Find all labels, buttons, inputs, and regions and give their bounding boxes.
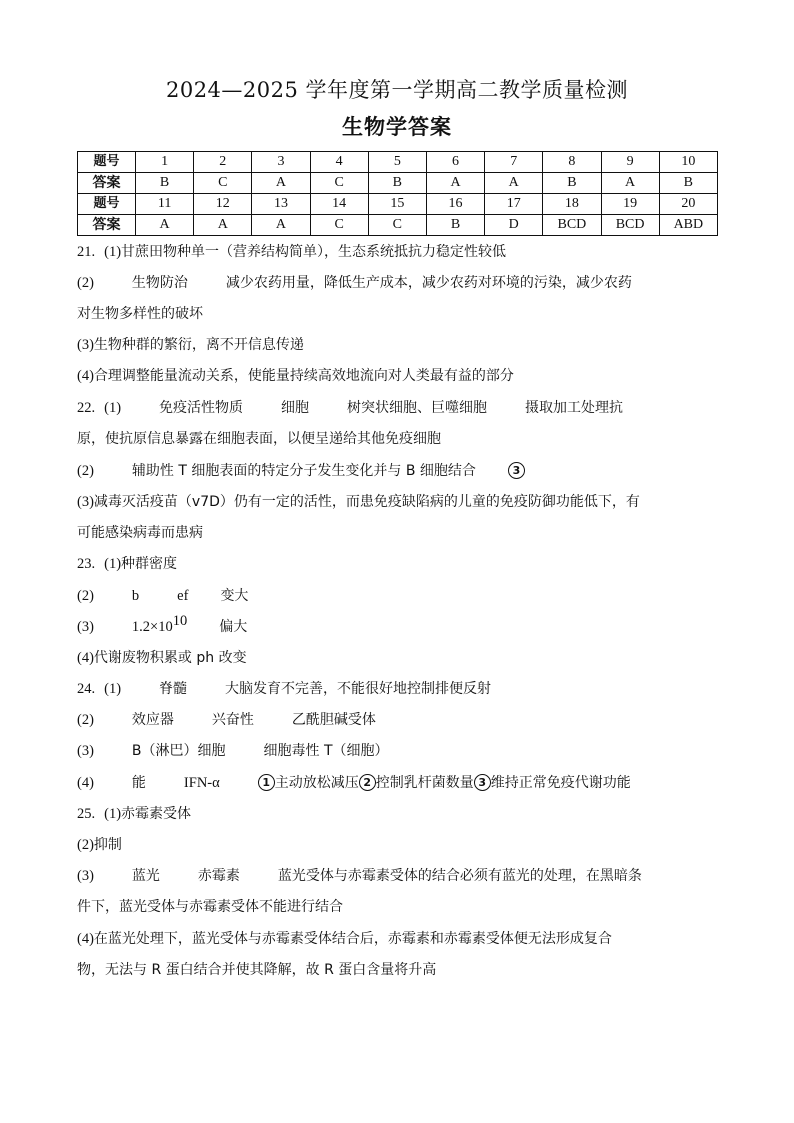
answer-text: 代谢废物积累或 ph 改变 bbox=[93, 650, 247, 666]
question-number: 24. bbox=[77, 681, 96, 697]
answer-text: 主动放松减压 bbox=[274, 775, 359, 791]
answer-key-subtitle: 生物学答案 bbox=[342, 114, 452, 139]
answer-text: 效应器 bbox=[131, 712, 174, 728]
answer-cell: C bbox=[310, 173, 368, 194]
answer-text: 脊髓 bbox=[159, 681, 188, 697]
answer-text: 原，使抗原信息暴露在细胞表面，以便呈递给其他免疫细胞 bbox=[77, 431, 441, 447]
circled-number: 3 bbox=[508, 462, 525, 479]
answer-cell: A bbox=[252, 173, 310, 194]
question-number-cell: 13 bbox=[252, 194, 310, 215]
question-number-cell: 1 bbox=[136, 152, 194, 173]
answer-cell: C bbox=[310, 215, 368, 236]
q21-part2-cont bbox=[77, 304, 727, 324]
answer-cell: ABD bbox=[659, 215, 717, 236]
answer-cell: A bbox=[136, 215, 194, 236]
row-label-answer: 答案 bbox=[78, 215, 136, 236]
answer-text: 生物种群的繁衍，离不开信息传递 bbox=[93, 337, 304, 353]
circled-number: 3 bbox=[474, 774, 491, 791]
question-number-cell: 8 bbox=[543, 152, 601, 173]
q22-part2 bbox=[77, 461, 727, 481]
part-label: (2) bbox=[77, 588, 94, 604]
answer-text: 蓝光受体与赤霉素受体的结合必须有蓝光的处理，在黑暗条 bbox=[277, 868, 642, 884]
q25-part2 bbox=[77, 835, 727, 855]
answer-text: 物，无法与 R 蛋白结合并使其降解，故 R 蛋白含量将升高 bbox=[77, 962, 437, 978]
part-label: (3) bbox=[77, 743, 94, 759]
answer-text: 减少农药用量，降低生产成本，减少农药对环境的污染，减少农药 bbox=[225, 275, 632, 291]
answer-text: 可能感染病毒而患病 bbox=[77, 525, 203, 541]
circled-number: 2 bbox=[359, 774, 376, 791]
answer-text: 减毒灭活疫苗（v7D）仍有一定的活性，而患免疫缺陷病的儿童的免疫防御功能低下，有 bbox=[93, 494, 640, 510]
answer-text: 赤霉素 bbox=[197, 868, 240, 884]
answer-text: 控制乳杆菌数量 bbox=[375, 775, 474, 791]
part-label: (2) bbox=[77, 275, 94, 291]
q25-part1 bbox=[77, 804, 727, 824]
question-number-cell: 17 bbox=[485, 194, 543, 215]
part-label: (1) bbox=[104, 806, 122, 822]
part-label: (3) bbox=[77, 337, 94, 353]
part-label: (1) bbox=[104, 400, 122, 416]
answer-text: 甘蔗田物种单一（营养结构简单），生态系统抵抗力稳定性较低 bbox=[121, 244, 507, 260]
question-number: 25. bbox=[77, 806, 96, 822]
answer-cell: A bbox=[485, 173, 543, 194]
answer-cell: BCD bbox=[543, 215, 601, 236]
part-label: (4) bbox=[77, 931, 94, 947]
answer-text: 赤霉素受体 bbox=[121, 806, 192, 822]
q25-part3-cont bbox=[77, 897, 727, 917]
q24-part2 bbox=[77, 710, 727, 730]
answer-text: 兴奋性 bbox=[211, 712, 254, 728]
answer-text: 种群密度 bbox=[121, 556, 178, 572]
q25-part3 bbox=[77, 866, 727, 886]
question-number-cell: 14 bbox=[310, 194, 368, 215]
part-label: (4) bbox=[77, 775, 94, 791]
answer-cell: B bbox=[543, 173, 601, 194]
row-label-question: 题号 bbox=[78, 152, 136, 173]
question-number-cell: 16 bbox=[426, 194, 484, 215]
answer-cell: B bbox=[659, 173, 717, 194]
q21-part4 bbox=[77, 366, 727, 386]
answer-text: 对生物多样性的破坏 bbox=[77, 306, 203, 322]
answer-text: B（淋巴）细胞 bbox=[131, 743, 226, 759]
part-label: (1) bbox=[104, 556, 122, 572]
answer-text: 变大 bbox=[220, 588, 249, 604]
answer-text: 细胞 bbox=[281, 400, 310, 416]
question-number-cell: 7 bbox=[485, 152, 543, 173]
answer-text: 树突状细胞、巨噬细胞 bbox=[347, 400, 488, 416]
q22-part3 bbox=[77, 492, 727, 512]
question-number: 22. bbox=[77, 400, 96, 416]
answer-text: 件下，蓝光受体与赤霉素受体不能进行结合 bbox=[77, 899, 343, 915]
q25-part4 bbox=[77, 929, 727, 949]
answer-cell: C bbox=[368, 215, 426, 236]
answer-text: 合理调整能量流动关系，使能量持续高效地流向对人类最有益的部分 bbox=[93, 368, 514, 384]
answer-text: 辅助性 T 细胞表面的特定分子发生变化并与 B 细胞结合 bbox=[131, 463, 476, 479]
question-number-cell: 19 bbox=[601, 194, 659, 215]
part-label: (3) bbox=[77, 868, 94, 884]
q22-part3-cont bbox=[77, 523, 727, 543]
answer-text: 抑制 bbox=[93, 837, 122, 853]
exponent: 10 bbox=[172, 613, 188, 629]
answer-table bbox=[77, 151, 718, 236]
question-number-cell: 6 bbox=[426, 152, 484, 173]
answer-text: 能 bbox=[131, 775, 146, 791]
question-number-cell: 9 bbox=[601, 152, 659, 173]
answer-text: 生物防治 bbox=[131, 275, 188, 291]
q24-part4 bbox=[77, 773, 727, 793]
answer-text: 摄取加工处理抗 bbox=[525, 400, 624, 416]
answer-cell: A bbox=[194, 215, 252, 236]
answer-cell: A bbox=[426, 173, 484, 194]
q23-part4 bbox=[77, 648, 727, 668]
q22-part1 bbox=[77, 398, 727, 418]
part-label: (3) bbox=[77, 619, 94, 635]
question-number-row bbox=[78, 152, 718, 173]
part-label: (1) bbox=[104, 681, 122, 697]
question-number: 21. bbox=[77, 244, 96, 260]
part-label: (1) bbox=[104, 244, 122, 260]
q24-part1 bbox=[77, 679, 727, 699]
question-number-cell: 18 bbox=[543, 194, 601, 215]
question-number-cell: 4 bbox=[310, 152, 368, 173]
answer-cell: B bbox=[426, 215, 484, 236]
answer-text: IFN-α bbox=[183, 775, 220, 791]
question-number-cell: 20 bbox=[659, 194, 717, 215]
answer-cell: C bbox=[194, 173, 252, 194]
part-label: (3) bbox=[77, 494, 94, 510]
circled-number: 1 bbox=[258, 774, 275, 791]
row-label-answer: 答案 bbox=[78, 173, 136, 194]
q22-part1-cont bbox=[77, 429, 727, 449]
part-label: (4) bbox=[77, 368, 94, 384]
question-number-row bbox=[78, 194, 718, 215]
answer-text: 蓝光 bbox=[131, 868, 160, 884]
q23-part1 bbox=[77, 554, 727, 574]
answer-text: b bbox=[131, 588, 140, 604]
part-label: (2) bbox=[77, 712, 94, 728]
answer-text: 细胞毒性 T（细胞） bbox=[263, 743, 389, 759]
question-number-cell: 10 bbox=[659, 152, 717, 173]
answer-cell: B bbox=[368, 173, 426, 194]
answer-cell: BCD bbox=[601, 215, 659, 236]
answer-text: 在蓝光处理下，蓝光受体与赤霉素受体结合后，赤霉素和赤霉素受体便无法形成复合 bbox=[93, 931, 612, 947]
q21-part1 bbox=[77, 242, 727, 262]
answer-text: 偏大 bbox=[219, 619, 248, 635]
part-label: (2) bbox=[77, 837, 94, 853]
answer-text: 免疫活性物质 bbox=[159, 400, 244, 416]
question-number-cell: 5 bbox=[368, 152, 426, 173]
answer-text: 大脑发育不完善，不能很好地控制排便反射 bbox=[225, 681, 492, 697]
answer-text: 1.2×10 bbox=[131, 619, 173, 635]
q24-part3 bbox=[77, 741, 727, 761]
question-number-cell: 2 bbox=[194, 152, 252, 173]
q21-part3 bbox=[77, 335, 727, 355]
answer-cell: A bbox=[252, 215, 310, 236]
question-number-cell: 12 bbox=[194, 194, 252, 215]
question-number-cell: 3 bbox=[252, 152, 310, 173]
answer-text: 维持正常免疫代谢功能 bbox=[490, 775, 631, 791]
exam-title: 2024—2025 学年度第一学期高二教学质量检测 bbox=[165, 78, 629, 102]
question-number-cell: 11 bbox=[136, 194, 194, 215]
q25-part4-cont bbox=[77, 960, 727, 980]
row-label-question: 题号 bbox=[78, 194, 136, 215]
answer-row bbox=[78, 215, 718, 236]
answer-row bbox=[78, 173, 718, 194]
answer-cell: A bbox=[601, 173, 659, 194]
part-label: (2) bbox=[77, 463, 94, 479]
q23-part2 bbox=[77, 586, 727, 606]
q23-part3 bbox=[77, 613, 727, 637]
answer-text: ef bbox=[177, 588, 189, 604]
answer-cell: D bbox=[485, 215, 543, 236]
answer-text: 乙酰胆碱受体 bbox=[291, 712, 376, 728]
q21-part2 bbox=[77, 273, 727, 293]
answer-cell: B bbox=[136, 173, 194, 194]
question-number: 23. bbox=[77, 556, 96, 572]
part-label: (4) bbox=[77, 650, 94, 666]
question-number-cell: 15 bbox=[368, 194, 426, 215]
